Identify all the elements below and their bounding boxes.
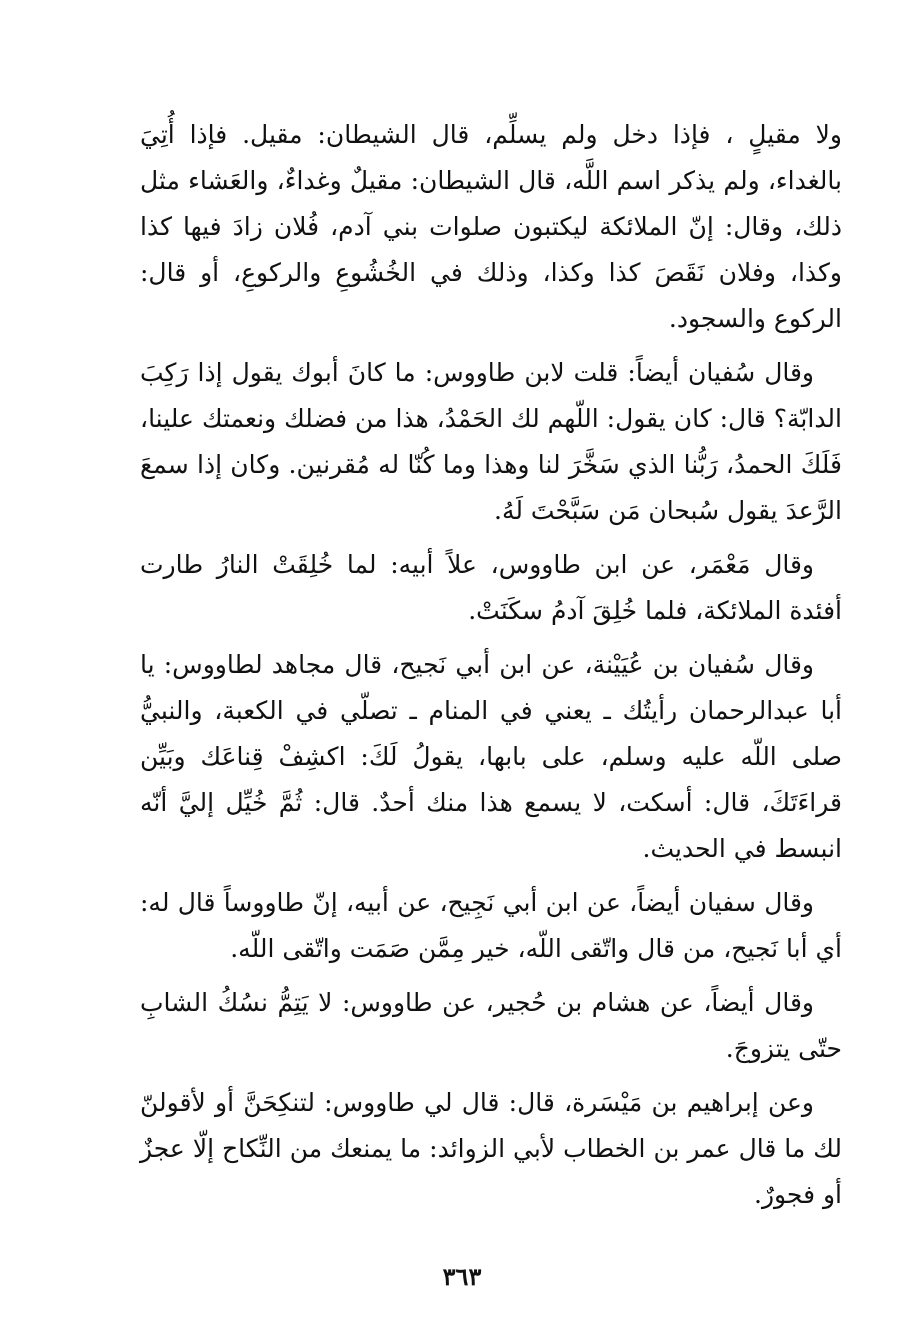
paragraph-3: وقال مَعْمَر، عن ابن طاووس، علاً أبيه: لما خُلِقَتْ النارُ طارت أفئدة الملائكة، فلما خُلِقَ آدمُ سكَنَتْ. <box>140 550 842 625</box>
paragraph-7: وعن إبراهيم بن مَيْسَرة، قال: قال لي طاووس: لتنكِحَنَّ أو لأقولنّ لك ما قال عمر بن الخطاب لأبي الزوائد: ما يمنعك من النِّكاح إلّا عجزٌ أو فجورٌ. <box>140 1088 842 1209</box>
page-number: ٣٦٣ <box>442 1262 482 1291</box>
paragraph-4: وقال سُفيان بن عُيَيْنة، عن ابن أبي نَجيح، قال مجاهد لطاووس: يا أبا عبدالرحمان رأيتُك ـ يعني في المنام ـ تصلّي في الكعبة، والنبيُّ صلى اللّه عليه وسلم، على بابها، يقولُ لَكَ: اكشِفْ قِناعَك وبَيِّن قراءَتَكَ، قال: أسكت، لا يسمع هذا منك أحدٌ. قال: ثُمَّ خُيِّل إليَّ أنّه انبسط في الحديث. <box>140 650 842 863</box>
page-body-text <box>140 112 842 1226</box>
paragraph-1: ولا مقيلٍ ، فإذا دخل ولم يسلِّم، قال الشيطان: مقيل. فإذا أُتِيَ بالغداء، ولم يذكر اسم اللَّه، قال الشيطان: مقيلٌ وغداءٌ، والعَشاء مثل ذلك، وقال: إنّ الملائكة ليكتبون صلوات بني آدم، فُلان زادَ فيها كذا وكذا، وفلان نَقَصَ كذا وكذا، وذلك في الخُشُوعِ والركوعِ، أو قال: الركوع والسجود. <box>140 120 842 333</box>
paragraph-5: وقال سفيان أيضاً، عن ابن أبي نَجِيح، عن أبيه، إنّ طاووساً قال له: أي أبا نَجيح، من قال واتّقى اللّه، خير مِمَّن صَمَت واتّقى اللّه. <box>140 888 842 963</box>
paragraph-2: وقال سُفيان أيضاً: قلت لابن طاووس: ما كانَ أبوك يقول إذا رَكِبَ الدابّة؟ قال: كان يقول: اللّهم لك الحَمْدُ، هذا من فضلك ونعمتك علينا، فَلَكَ الحمدُ، رَبُّنا الذي سَخَّرَ لنا وهذا وما كُنّا له مُقرنين. وكان إذا سمعَ الرَّعدَ يقول سُبحان مَن سَبَّحْتَ لَهُ. <box>140 358 842 525</box>
paragraph-6: وقال أيضاً، عن هشام بن حُجير، عن طاووس: لا يَتِمُّ نسُكُ الشابِ حتّى يتزوجَ. <box>140 988 842 1063</box>
